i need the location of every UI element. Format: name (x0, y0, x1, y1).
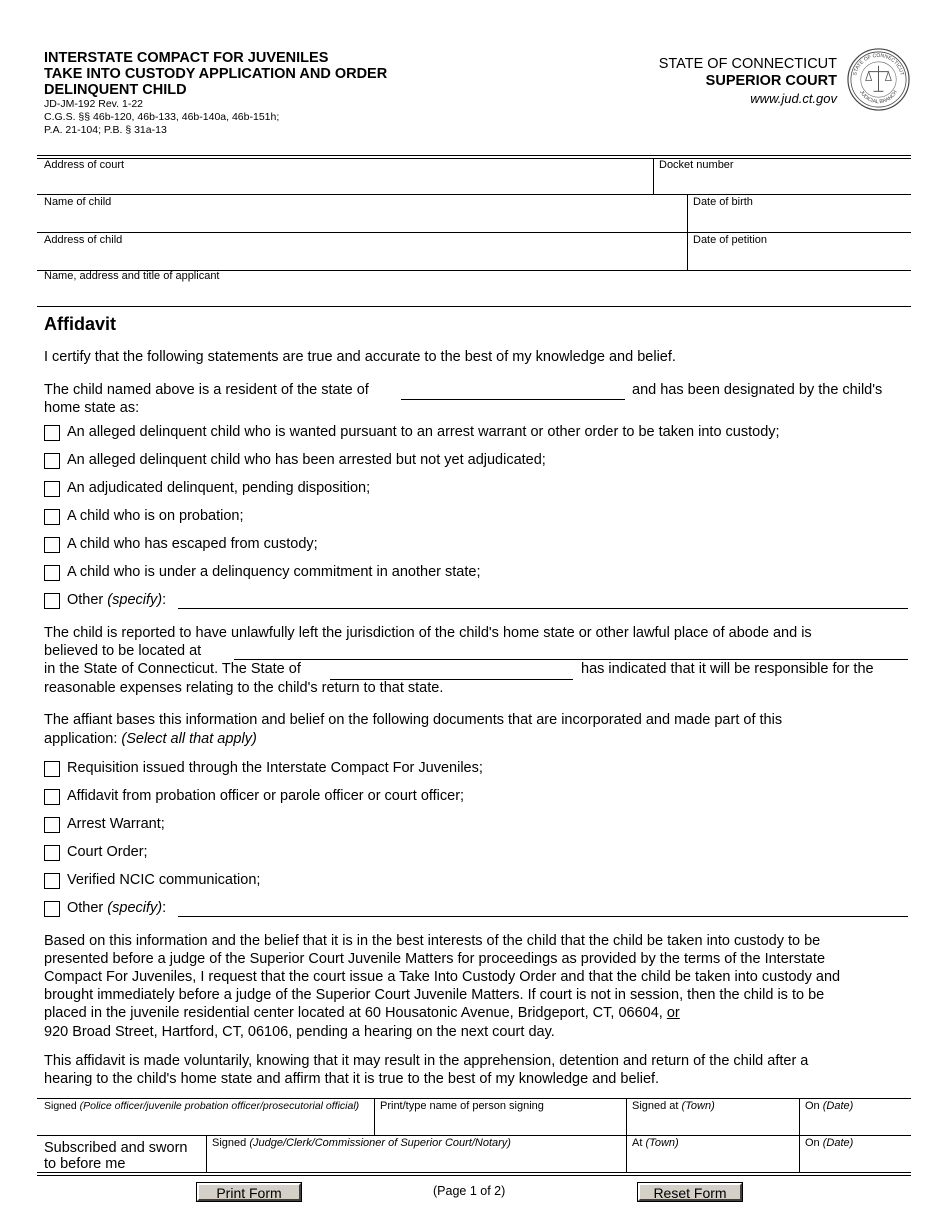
located-at-text: believed to be located at (44, 643, 202, 659)
voluntary-line-0: This affidavit is made voluntarily, knowing that it may result in the apprehension, detention and return of the child after a (44, 1053, 809, 1069)
checkbox-icon[interactable] (44, 481, 60, 497)
print-name-label: Print/type name of person signing (380, 1100, 544, 1112)
request-line-5: 920 Broad Street, Hartford, CT, 06106, pending a hearing on the next court day. (44, 1024, 555, 1040)
resident-text-cont: and has been designated by the child's (632, 382, 883, 398)
form-title-line-1: INTERSTATE COMPACT FOR JUVENILES (44, 50, 329, 66)
checkbox-icon[interactable] (44, 761, 60, 777)
svg-text:JUDICIAL BRANCH: JUDICIAL BRANCH (858, 89, 899, 106)
request-line-1: presented before a judge of the Superior Court Juvenile Matters for proceedings as provided by the terms of the Interstate (44, 951, 826, 967)
responsible-state-field[interactable] (330, 664, 573, 680)
document-option-2[interactable]: Arrest Warrant; (44, 816, 165, 833)
resident-state-field[interactable] (401, 384, 625, 400)
status-option-2[interactable]: An adjudicated delinquent, pending disposition; (44, 480, 370, 497)
statutes-line-1: C.G.S. §§ 46b-120, 46b-133, 46b-140a, 46b-151h; (44, 111, 280, 123)
officer-signature-label: Signed (Police officer/juvenile probation officer/prosecutorial official) (44, 1100, 360, 1112)
document-option-1[interactable]: Affidavit from probation officer or parole officer or court officer; (44, 788, 464, 805)
document-option-3[interactable]: Court Order; (44, 844, 148, 861)
document-option-4[interactable]: Verified NCIC communication; (44, 872, 260, 889)
voluntary-line-1: hearing to the child's home state and affirm that it is true to the best of my knowledge and belief. (44, 1071, 660, 1087)
form-id: JD-JM-192 Rev. 1-22 (44, 98, 144, 110)
address-of-court-label: Address of court (44, 159, 125, 171)
page-indicator: (Page 1 of 2) (433, 1184, 506, 1198)
bases-text-cont: application: (Select all that apply) (44, 731, 257, 747)
affidavit-heading: Affidavit (44, 314, 116, 334)
checkbox-icon[interactable] (44, 593, 60, 609)
checkbox-icon[interactable] (44, 425, 60, 441)
checkbox-icon[interactable] (44, 453, 60, 469)
checkbox-icon[interactable] (44, 789, 60, 805)
request-line-3: brought immediately before a judge of the Superior Court Juvenile Matters. If court is not in session, then the child is to be (44, 987, 825, 1003)
name-of-child-label: Name of child (44, 196, 112, 208)
resident-text: The child named above is a resident of the state of (44, 382, 369, 398)
status-option-3[interactable]: A child who is on probation; (44, 508, 244, 525)
document-option-other[interactable]: Other (specify) : (44, 900, 166, 917)
request-line-4: placed in the juvenile residential center located at 60 Housatonic Avenue, Bridgeport, CT, 06604, or (44, 1005, 680, 1021)
expenses-text: reasonable expenses relating to the child's return to that state. (44, 680, 444, 696)
applicant-label: Name, address and title of applicant (44, 270, 220, 282)
resident-text-end: home state as: (44, 400, 140, 416)
officer-date-label: On (Date) (805, 1100, 854, 1112)
responsible-text: has indicated that it will be responsible for the (581, 661, 874, 677)
status-option-5[interactable]: A child who is under a delinquency commitment in another state; (44, 564, 480, 581)
checkbox-icon[interactable] (44, 845, 60, 861)
print-form-button[interactable]: Print Form (197, 1183, 301, 1201)
checkbox-icon[interactable] (44, 873, 60, 889)
reset-form-button[interactable]: Reset Form (638, 1183, 742, 1201)
statutes-line-2: P.A. 21-104; P.B. § 31a-13 (44, 124, 167, 136)
left-jurisdiction-text: The child is reported to have unlawfully left the jurisdiction of the child's home state or other lawful place of abode and is (44, 625, 812, 641)
request-line-0: Based on this information and the belief that it is in the best interests of the child that the child be taken into custody to be (44, 933, 821, 949)
certify-statement: I certify that the following statements are true and accurate to the best of my knowledge and belief. (44, 349, 676, 365)
address-of-child-label: Address of child (44, 234, 123, 246)
checkbox-icon[interactable] (44, 901, 60, 917)
at-town-label: At (Town) (632, 1137, 679, 1149)
form-title-line-3: DELINQUENT CHILD (44, 82, 187, 98)
website: www.jud.ct.gov (750, 91, 837, 106)
before-me-label: to before me (44, 1156, 126, 1172)
form-title-line-2: TAKE INTO CUSTODY APPLICATION AND ORDER (44, 66, 388, 82)
status-option-other[interactable]: Other (specify) : (44, 592, 166, 609)
status-option-4[interactable]: A child who has escaped from custody; (44, 536, 318, 553)
official-signature-label: Signed (Judge/Clerk/Commissioner of Superior Court/Notary) (212, 1137, 511, 1149)
status-option-0[interactable]: An alleged delinquent child who is wanted pursuant to an arrest warrant or other order to be taken into custody; (44, 424, 780, 441)
signed-at-label: Signed at (Town) (632, 1100, 715, 1112)
checkbox-icon[interactable] (44, 537, 60, 553)
official-date-label: On (Date) (805, 1137, 854, 1149)
checkbox-icon[interactable] (44, 509, 60, 525)
request-line-2: Compact For Juveniles, I request that the court issue a Take Into Custody Order and that the child be taken into custody and (44, 969, 841, 985)
svg-text:STATE OF CONNECTICUT: STATE OF CONNECTICUT (852, 52, 905, 77)
checkbox-icon[interactable] (44, 817, 60, 833)
bases-text: The affiant bases this information and belief on the following documents that are incorporated and made part of this (44, 712, 783, 728)
subscribed-sworn-label: Subscribed and sworn (44, 1140, 188, 1156)
document-option-0[interactable]: Requisition issued through the Interstate Compact For Juveniles; (44, 760, 483, 777)
document-other-field[interactable] (178, 901, 908, 917)
located-at-field[interactable] (234, 644, 908, 660)
checkbox-icon[interactable] (44, 565, 60, 581)
state-of-text: in the State of Connecticut. The State of (44, 661, 301, 677)
court-name: SUPERIOR COURT (705, 73, 837, 89)
docket-number-label: Docket number (659, 159, 734, 171)
date-of-petition-label: Date of petition (693, 234, 767, 246)
state-name: STATE OF CONNECTICUT (658, 56, 837, 72)
status-other-field[interactable] (178, 593, 908, 609)
court-seal-icon (846, 47, 911, 112)
date-of-birth-label: Date of birth (693, 196, 753, 208)
status-option-1[interactable]: An alleged delinquent child who has been arrested but not yet adjudicated; (44, 452, 546, 469)
